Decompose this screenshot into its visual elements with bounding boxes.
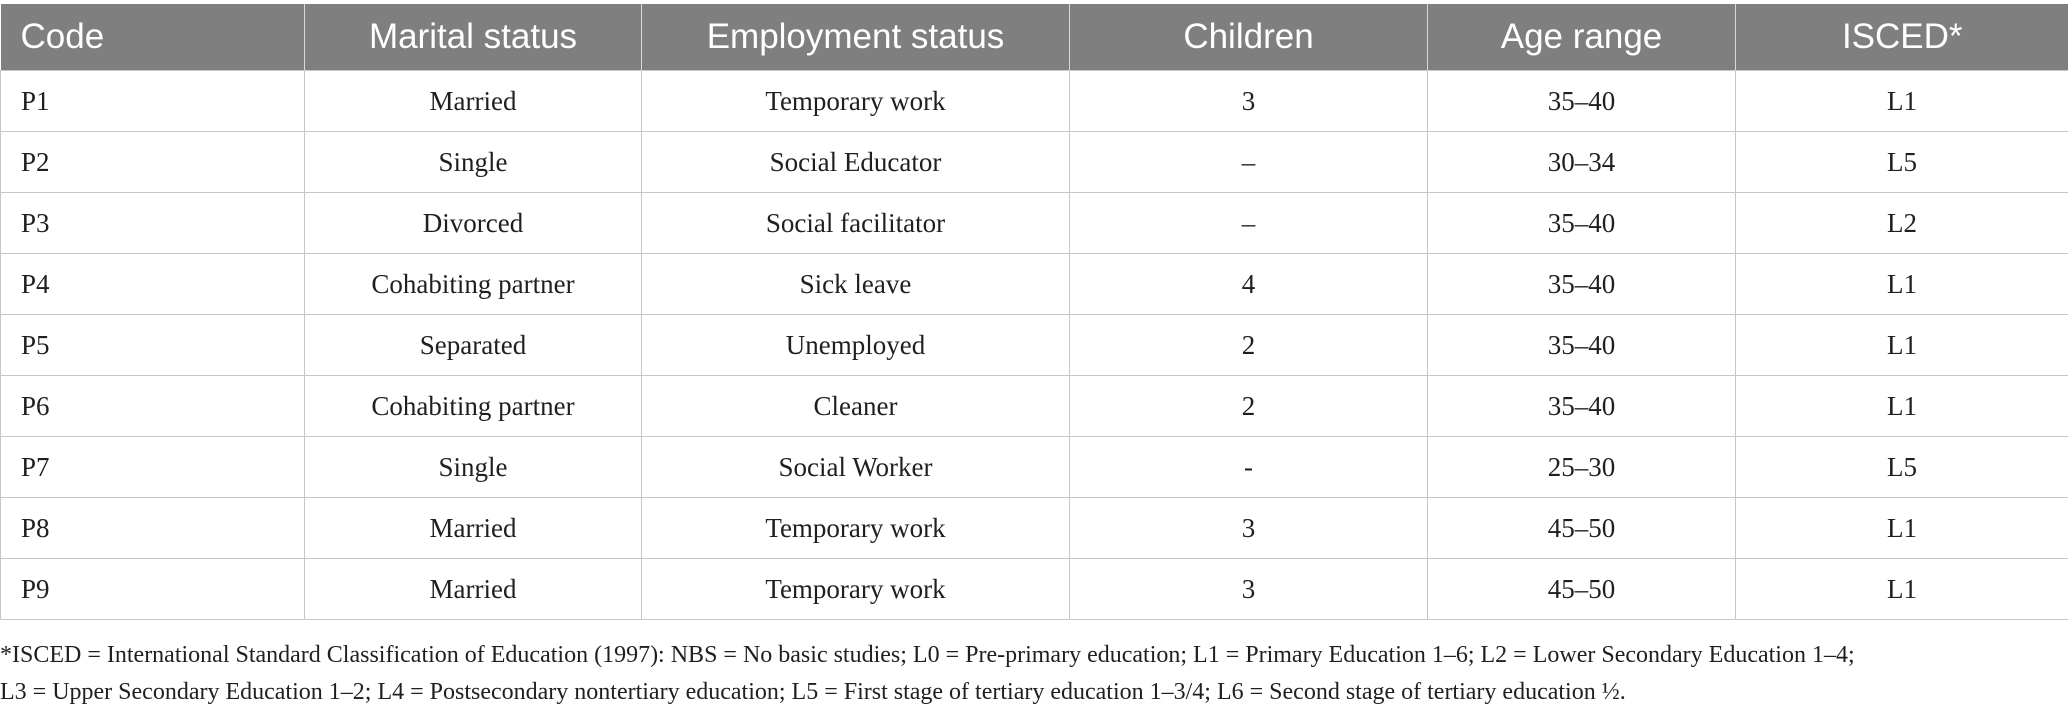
header-isced: ISCED* <box>1736 4 2068 71</box>
cell-code: P6 <box>1 376 305 437</box>
cell-employment-status: Temporary work <box>642 498 1070 559</box>
cell-children: – <box>1070 132 1428 193</box>
cell-code: P1 <box>1 71 305 132</box>
cell-children: – <box>1070 193 1428 254</box>
table-row <box>1 376 2068 437</box>
cell-employment-status: Sick leave <box>642 254 1070 315</box>
cell-code: P4 <box>1 254 305 315</box>
cell-age-range: 45–50 <box>1428 498 1736 559</box>
header-row <box>1 4 2068 71</box>
cell-employment-status: Temporary work <box>642 559 1070 620</box>
table-row <box>1 132 2068 193</box>
cell-employment-status: Social Worker <box>642 437 1070 498</box>
footnote-line-2: L3 = Upper Secondary Education 1–2; L4 = Postsecondary nontertiary education; L5 = First stage of tertiary education 1–3/4; L6 = Second stage of tertiary education ½. <box>0 679 1626 705</box>
cell-isced: L1 <box>1736 376 2068 437</box>
cell-code: P2 <box>1 132 305 193</box>
cell-marital-status: Divorced <box>305 193 642 254</box>
cell-code: P5 <box>1 315 305 376</box>
table-row <box>1 315 2068 376</box>
cell-marital-status: Cohabiting partner <box>305 254 642 315</box>
cell-isced: L5 <box>1736 437 2068 498</box>
cell-code: P8 <box>1 498 305 559</box>
cell-age-range: 35–40 <box>1428 315 1736 376</box>
cell-isced: L1 <box>1736 315 2068 376</box>
cell-marital-status: Cohabiting partner <box>305 376 642 437</box>
cell-isced: L1 <box>1736 498 2068 559</box>
cell-isced: L1 <box>1736 254 2068 315</box>
cell-isced: L1 <box>1736 71 2068 132</box>
cell-age-range: 35–40 <box>1428 71 1736 132</box>
table-row <box>1 437 2068 498</box>
header-children: Children <box>1070 4 1428 71</box>
cell-employment-status: Social Educator <box>642 132 1070 193</box>
cell-isced: L1 <box>1736 559 2068 620</box>
participants-table <box>0 4 2068 620</box>
cell-age-range: 25–30 <box>1428 437 1736 498</box>
cell-employment-status: Temporary work <box>642 71 1070 132</box>
cell-age-range: 35–40 <box>1428 254 1736 315</box>
cell-code: P3 <box>1 193 305 254</box>
cell-children: - <box>1070 437 1428 498</box>
header-employment-status: Employment status <box>642 4 1070 71</box>
cell-children: 3 <box>1070 71 1428 132</box>
cell-marital-status: Single <box>305 437 642 498</box>
header-age-range: Age range <box>1428 4 1736 71</box>
cell-isced: L2 <box>1736 193 2068 254</box>
cell-children: 2 <box>1070 376 1428 437</box>
cell-marital-status: Separated <box>305 315 642 376</box>
cell-children: 3 <box>1070 498 1428 559</box>
cell-employment-status: Social facilitator <box>642 193 1070 254</box>
cell-children: 4 <box>1070 254 1428 315</box>
cell-marital-status: Married <box>305 559 642 620</box>
table-header <box>1 4 2068 71</box>
cell-marital-status: Married <box>305 71 642 132</box>
table-row <box>1 254 2068 315</box>
cell-age-range: 35–40 <box>1428 193 1736 254</box>
cell-children: 3 <box>1070 559 1428 620</box>
table-row <box>1 193 2068 254</box>
table-footnote <box>0 637 2060 711</box>
cell-marital-status: Single <box>305 132 642 193</box>
cell-employment-status: Cleaner <box>642 376 1070 437</box>
cell-marital-status: Married <box>305 498 642 559</box>
cell-code: P7 <box>1 437 305 498</box>
cell-age-range: 45–50 <box>1428 559 1736 620</box>
table-body <box>1 71 2068 620</box>
table-row <box>1 71 2068 132</box>
participants-table-container <box>0 4 2068 620</box>
footnote-line-1: *ISCED = International Standard Classification of Education (1997): NBS = No basic studies; L0 = Pre-primary education; L1 = Primary Education 1–6; L2 = Lower Secondary Education 1–4; <box>0 642 1855 668</box>
cell-employment-status: Unemployed <box>642 315 1070 376</box>
header-marital-status: Marital status <box>305 4 642 71</box>
cell-age-range: 35–40 <box>1428 376 1736 437</box>
cell-children: 2 <box>1070 315 1428 376</box>
table-row <box>1 498 2068 559</box>
cell-code: P9 <box>1 559 305 620</box>
cell-isced: L5 <box>1736 132 2068 193</box>
header-code: Code <box>1 4 305 71</box>
cell-age-range: 30–34 <box>1428 132 1736 193</box>
table-row <box>1 559 2068 620</box>
